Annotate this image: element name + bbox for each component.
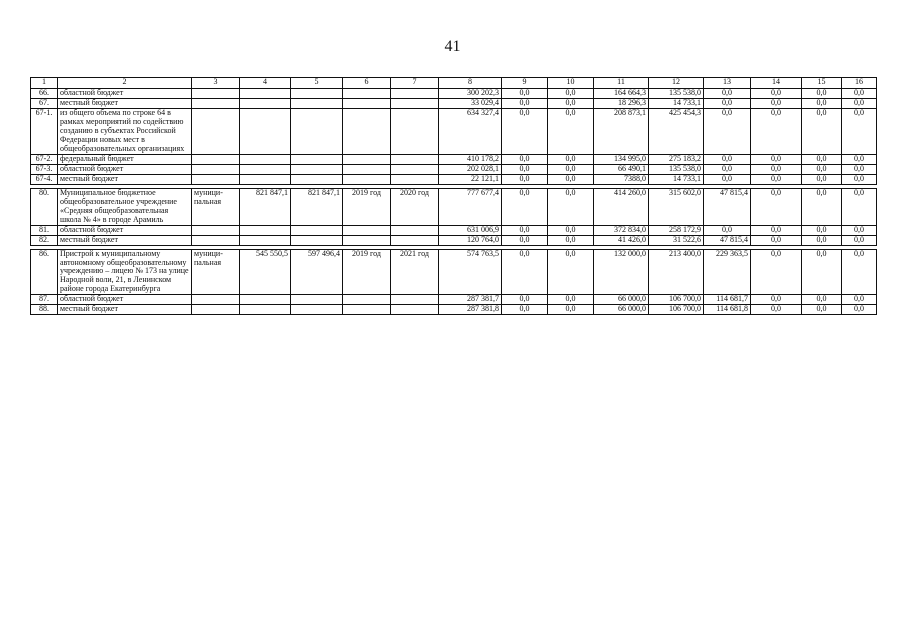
table-cell <box>343 99 391 109</box>
column-header: 5 <box>291 78 343 89</box>
table-cell: 0,0 <box>802 164 842 174</box>
table-cell: 0,0 <box>704 164 751 174</box>
table-cell: 213 400,0 <box>649 249 704 295</box>
table-cell: 7388,0 <box>594 174 649 184</box>
table-cell: 22 121,1 <box>439 174 502 184</box>
table-cell: 0,0 <box>842 235 877 245</box>
table-cell: 0,0 <box>842 154 877 164</box>
table-cell: 229 363,5 <box>704 249 751 295</box>
table-cell: 47 815,4 <box>704 188 751 225</box>
table-cell: 0,0 <box>751 225 802 235</box>
row-name: местный бюджет <box>58 235 192 245</box>
table-cell: 0,0 <box>751 99 802 109</box>
table-cell: 66 490,1 <box>594 164 649 174</box>
row-number: 67-1. <box>31 109 58 155</box>
table-cell: 0,0 <box>502 225 548 235</box>
table-cell: 0,0 <box>502 295 548 305</box>
table-cell <box>291 89 343 99</box>
column-header: 13 <box>704 78 751 89</box>
table-cell: 106 700,0 <box>649 305 704 315</box>
table-cell: 0,0 <box>802 249 842 295</box>
table-cell: 14 733,1 <box>649 99 704 109</box>
table-cell: 275 183,2 <box>649 154 704 164</box>
table-cell <box>291 305 343 315</box>
row-name: областной бюджет <box>58 295 192 305</box>
table-cell: 2020 год <box>391 188 439 225</box>
table-cell <box>343 154 391 164</box>
table-cell: 202 028,1 <box>439 164 502 174</box>
table-cell: 0,0 <box>502 164 548 174</box>
table-cell: 300 202,3 <box>439 89 502 99</box>
column-header: 14 <box>751 78 802 89</box>
row-number: 81. <box>31 225 58 235</box>
table-cell: 0,0 <box>502 89 548 99</box>
table-cell: 0,0 <box>842 305 877 315</box>
table-cell: 597 496,4 <box>291 249 343 295</box>
table-cell: 0,0 <box>802 109 842 155</box>
table-cell <box>240 295 291 305</box>
table-cell: 0,0 <box>842 225 877 235</box>
table-cell: 0,0 <box>704 109 751 155</box>
row-name: областной бюджет <box>58 225 192 235</box>
column-header: 9 <box>502 78 548 89</box>
table-cell: 0,0 <box>751 154 802 164</box>
table-cell: 0,0 <box>842 295 877 305</box>
table-cell: 821 847,1 <box>291 188 343 225</box>
row-number: 80. <box>31 188 58 225</box>
table-cell: 0,0 <box>751 174 802 184</box>
table-cell: 14 733,1 <box>649 174 704 184</box>
table-cell: 135 538,0 <box>649 164 704 174</box>
row-number: 66. <box>31 89 58 99</box>
table-cell <box>391 305 439 315</box>
table-cell: 287 381,8 <box>439 305 502 315</box>
table-cell <box>343 225 391 235</box>
table-cell <box>192 295 240 305</box>
table-cell: 208 873,1 <box>594 109 649 155</box>
table-cell <box>240 109 291 155</box>
row-name: федеральный бюджет <box>58 154 192 164</box>
column-header: 16 <box>842 78 877 89</box>
row-name: областной бюджет <box>58 89 192 99</box>
table-cell: 0,0 <box>842 249 877 295</box>
table-cell <box>192 235 240 245</box>
table-cell: 0,0 <box>802 188 842 225</box>
table-cell: 0,0 <box>751 249 802 295</box>
column-header: 10 <box>548 78 594 89</box>
table-cell: 33 029,4 <box>439 99 502 109</box>
table-cell: 777 677,4 <box>439 188 502 225</box>
table-cell <box>343 174 391 184</box>
table-cell <box>291 109 343 155</box>
table-cell: 410 178,2 <box>439 154 502 164</box>
table-cell: 66 000,0 <box>594 305 649 315</box>
row-name: местный бюджет <box>58 99 192 109</box>
table-cell: 0,0 <box>802 305 842 315</box>
table-cell <box>192 174 240 184</box>
table-cell <box>291 225 343 235</box>
table-cell: 0,0 <box>502 305 548 315</box>
row-number: 67-3. <box>31 164 58 174</box>
table-cell: 2021 год <box>391 249 439 295</box>
table-cell: муници-пальная <box>192 188 240 225</box>
table-cell: 0,0 <box>548 295 594 305</box>
page-number: 41 <box>444 38 461 55</box>
table-cell <box>192 225 240 235</box>
row-number: 87. <box>31 295 58 305</box>
table-row <box>31 109 877 155</box>
table-cell: 0,0 <box>842 164 877 174</box>
table-cell <box>343 235 391 245</box>
table-cell: 0,0 <box>502 188 548 225</box>
row-number: 67. <box>31 99 58 109</box>
table-cell: 631 006,9 <box>439 225 502 235</box>
row-number: 88. <box>31 305 58 315</box>
row-number: 86. <box>31 249 58 295</box>
table-cell: 0,0 <box>751 295 802 305</box>
table-cell: 0,0 <box>802 89 842 99</box>
table-cell <box>240 99 291 109</box>
table-row <box>31 174 877 184</box>
column-header: 12 <box>649 78 704 89</box>
table-cell: 287 381,7 <box>439 295 502 305</box>
table-cell <box>291 99 343 109</box>
table-row <box>31 99 877 109</box>
table-cell <box>192 109 240 155</box>
table-cell: 0,0 <box>502 154 548 164</box>
column-header: 4 <box>240 78 291 89</box>
table-cell: 0,0 <box>802 174 842 184</box>
table-row <box>31 235 877 245</box>
table-cell <box>240 174 291 184</box>
row-name: местный бюджет <box>58 305 192 315</box>
table-cell: 0,0 <box>802 99 842 109</box>
column-header: 8 <box>439 78 502 89</box>
table-cell: 134 995,0 <box>594 154 649 164</box>
table-cell <box>391 295 439 305</box>
table-cell: 164 664,3 <box>594 89 649 99</box>
row-name: местный бюджет <box>58 174 192 184</box>
column-header: 7 <box>391 78 439 89</box>
table-cell <box>391 154 439 164</box>
table-cell <box>391 235 439 245</box>
table-cell <box>343 109 391 155</box>
table-cell: 0,0 <box>704 89 751 99</box>
table-row <box>31 164 877 174</box>
table-cell: 0,0 <box>842 188 877 225</box>
table-cell: 0,0 <box>548 154 594 164</box>
table-cell <box>240 305 291 315</box>
column-header: 6 <box>343 78 391 89</box>
table-cell: 0,0 <box>842 174 877 184</box>
table-row <box>31 249 877 295</box>
table-cell: 135 538,0 <box>649 89 704 99</box>
table-cell: 0,0 <box>502 174 548 184</box>
table-row <box>31 295 877 305</box>
table-cell <box>291 174 343 184</box>
table-cell: 0,0 <box>704 225 751 235</box>
table-cell: 0,0 <box>751 305 802 315</box>
table-cell: 2019 год <box>343 188 391 225</box>
table-cell <box>291 235 343 245</box>
table-cell: 0,0 <box>548 99 594 109</box>
table-cell: 0,0 <box>548 188 594 225</box>
row-name: областной бюджет <box>58 164 192 174</box>
table-cell: 0,0 <box>548 164 594 174</box>
table-cell <box>391 225 439 235</box>
row-name: Муниципальное бюджетное общеобразовательное учреждение «Средняя общеобразовательная школа № 4» в городе Арамиль <box>58 188 192 225</box>
table-cell: 0,0 <box>548 225 594 235</box>
table-row <box>31 154 877 164</box>
table-cell <box>240 89 291 99</box>
table-cell <box>192 89 240 99</box>
budget-table <box>30 77 877 315</box>
table-cell: 574 763,5 <box>439 249 502 295</box>
table-cell <box>240 225 291 235</box>
table-cell <box>343 295 391 305</box>
table-cell: 0,0 <box>751 164 802 174</box>
table-cell <box>391 174 439 184</box>
column-header: 11 <box>594 78 649 89</box>
table-row <box>31 305 877 315</box>
table-cell <box>192 164 240 174</box>
table-cell: 315 602,0 <box>649 188 704 225</box>
table-cell: 0,0 <box>502 235 548 245</box>
table-row <box>31 188 877 225</box>
column-header: 1 <box>31 78 58 89</box>
table-cell: 106 700,0 <box>649 295 704 305</box>
header-row <box>31 78 877 89</box>
table-cell: муници-пальная <box>192 249 240 295</box>
table-cell <box>240 154 291 164</box>
table-cell: 414 260,0 <box>594 188 649 225</box>
table-cell: 0,0 <box>704 154 751 164</box>
table-cell: 114 681,8 <box>704 305 751 315</box>
table-cell: 0,0 <box>502 99 548 109</box>
table-cell: 0,0 <box>548 109 594 155</box>
table-cell <box>291 154 343 164</box>
table-cell: 372 834,0 <box>594 225 649 235</box>
table-cell: 0,0 <box>548 89 594 99</box>
table-cell: 0,0 <box>751 109 802 155</box>
table-cell: 0,0 <box>704 174 751 184</box>
table-cell: 2019 год <box>343 249 391 295</box>
table-cell: 0,0 <box>751 235 802 245</box>
table-cell: 31 522,6 <box>649 235 704 245</box>
table-cell: 0,0 <box>751 188 802 225</box>
table-cell: 425 454,3 <box>649 109 704 155</box>
table-cell: 0,0 <box>802 235 842 245</box>
table-cell: 0,0 <box>502 109 548 155</box>
table-cell <box>343 89 391 99</box>
table-row <box>31 89 877 99</box>
row-number: 82. <box>31 235 58 245</box>
table-cell: 258 172,9 <box>649 225 704 235</box>
table-cell <box>343 164 391 174</box>
table-cell: 0,0 <box>502 249 548 295</box>
table-cell <box>391 89 439 99</box>
table-cell <box>343 305 391 315</box>
table-cell: 114 681,7 <box>704 295 751 305</box>
table-cell: 120 764,0 <box>439 235 502 245</box>
row-number: 67-2. <box>31 154 58 164</box>
table-cell: 0,0 <box>548 174 594 184</box>
column-header: 15 <box>802 78 842 89</box>
row-name: Пристрой к муниципальному автономному общеобразовательному учреждению – лицею № 173 на улице Народной воли, 21, в Ленинском районе города Екатеринбурга <box>58 249 192 295</box>
table-cell: 0,0 <box>704 99 751 109</box>
table-cell <box>192 154 240 164</box>
table-cell: 132 000,0 <box>594 249 649 295</box>
row-name: из общего объема по строке 64 в рамках мероприятий по содействию созданию в субъектах Российской Федерации новых мест в общеобразовательных организациях <box>58 109 192 155</box>
table-cell: 18 296,3 <box>594 99 649 109</box>
table-cell: 0,0 <box>842 89 877 99</box>
table-cell: 47 815,4 <box>704 235 751 245</box>
table-cell: 0,0 <box>548 305 594 315</box>
table-cell <box>391 99 439 109</box>
table-cell <box>240 164 291 174</box>
table-cell: 41 426,0 <box>594 235 649 245</box>
table-cell: 66 000,0 <box>594 295 649 305</box>
table-cell: 0,0 <box>842 99 877 109</box>
table-row <box>31 225 877 235</box>
column-header: 2 <box>58 78 192 89</box>
table-cell: 0,0 <box>802 225 842 235</box>
table-cell <box>192 305 240 315</box>
table-cell: 0,0 <box>802 154 842 164</box>
table-cell: 0,0 <box>548 235 594 245</box>
table-cell <box>192 99 240 109</box>
row-number: 67-4. <box>31 174 58 184</box>
table-cell: 0,0 <box>751 89 802 99</box>
table-cell: 634 327,4 <box>439 109 502 155</box>
table-cell: 0,0 <box>802 295 842 305</box>
table-cell <box>391 109 439 155</box>
table-cell: 0,0 <box>842 109 877 155</box>
table-cell <box>291 295 343 305</box>
table-cell <box>240 235 291 245</box>
table-cell: 0,0 <box>548 249 594 295</box>
table-cell <box>391 164 439 174</box>
table-cell <box>291 164 343 174</box>
table-cell: 821 847,1 <box>240 188 291 225</box>
table-cell: 545 550,5 <box>240 249 291 295</box>
column-header: 3 <box>192 78 240 89</box>
